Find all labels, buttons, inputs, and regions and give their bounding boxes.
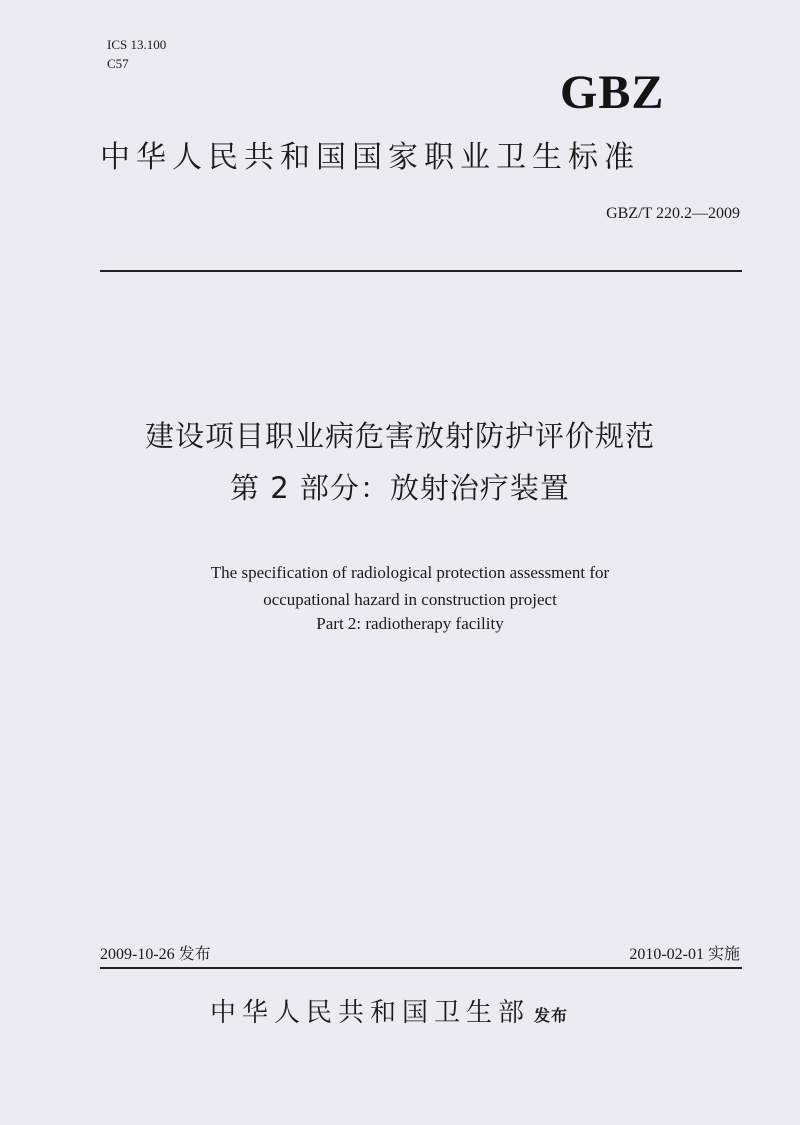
title-english-line-1: The specification of radiological protection assessment for <box>210 563 610 582</box>
publisher <box>210 996 568 1033</box>
publisher-tag: 发布 <box>534 1006 569 1025</box>
implementation-date: 2010-02-01 实施 <box>629 946 740 963</box>
bottom-divider <box>100 967 742 969</box>
publisher-name: 中华人民共和国卫生部 <box>210 998 531 1028</box>
top-divider <box>100 270 742 272</box>
ccs-code: C57 <box>107 56 129 71</box>
standard-name: 中华人民共和国国家职业卫生标准 <box>100 140 640 175</box>
title-chinese-line-2: 第 2 部分：放射治疗装置 <box>230 471 570 505</box>
title-english-line-2: occupational hazard in construction project <box>263 590 557 609</box>
ics-code: ICS 13.100 <box>107 37 167 52</box>
issue-date: 2009-10-26 发布 <box>100 946 211 963</box>
title-english-line-3: Part 2: radiotherapy facility <box>316 614 504 633</box>
standard-code: GBZ/T 220.2—2009 <box>606 205 740 222</box>
gbz-logo: GBZ <box>560 66 665 119</box>
title-chinese-line-1: 建设项目职业病危害放射防护评价规范 <box>144 419 655 453</box>
